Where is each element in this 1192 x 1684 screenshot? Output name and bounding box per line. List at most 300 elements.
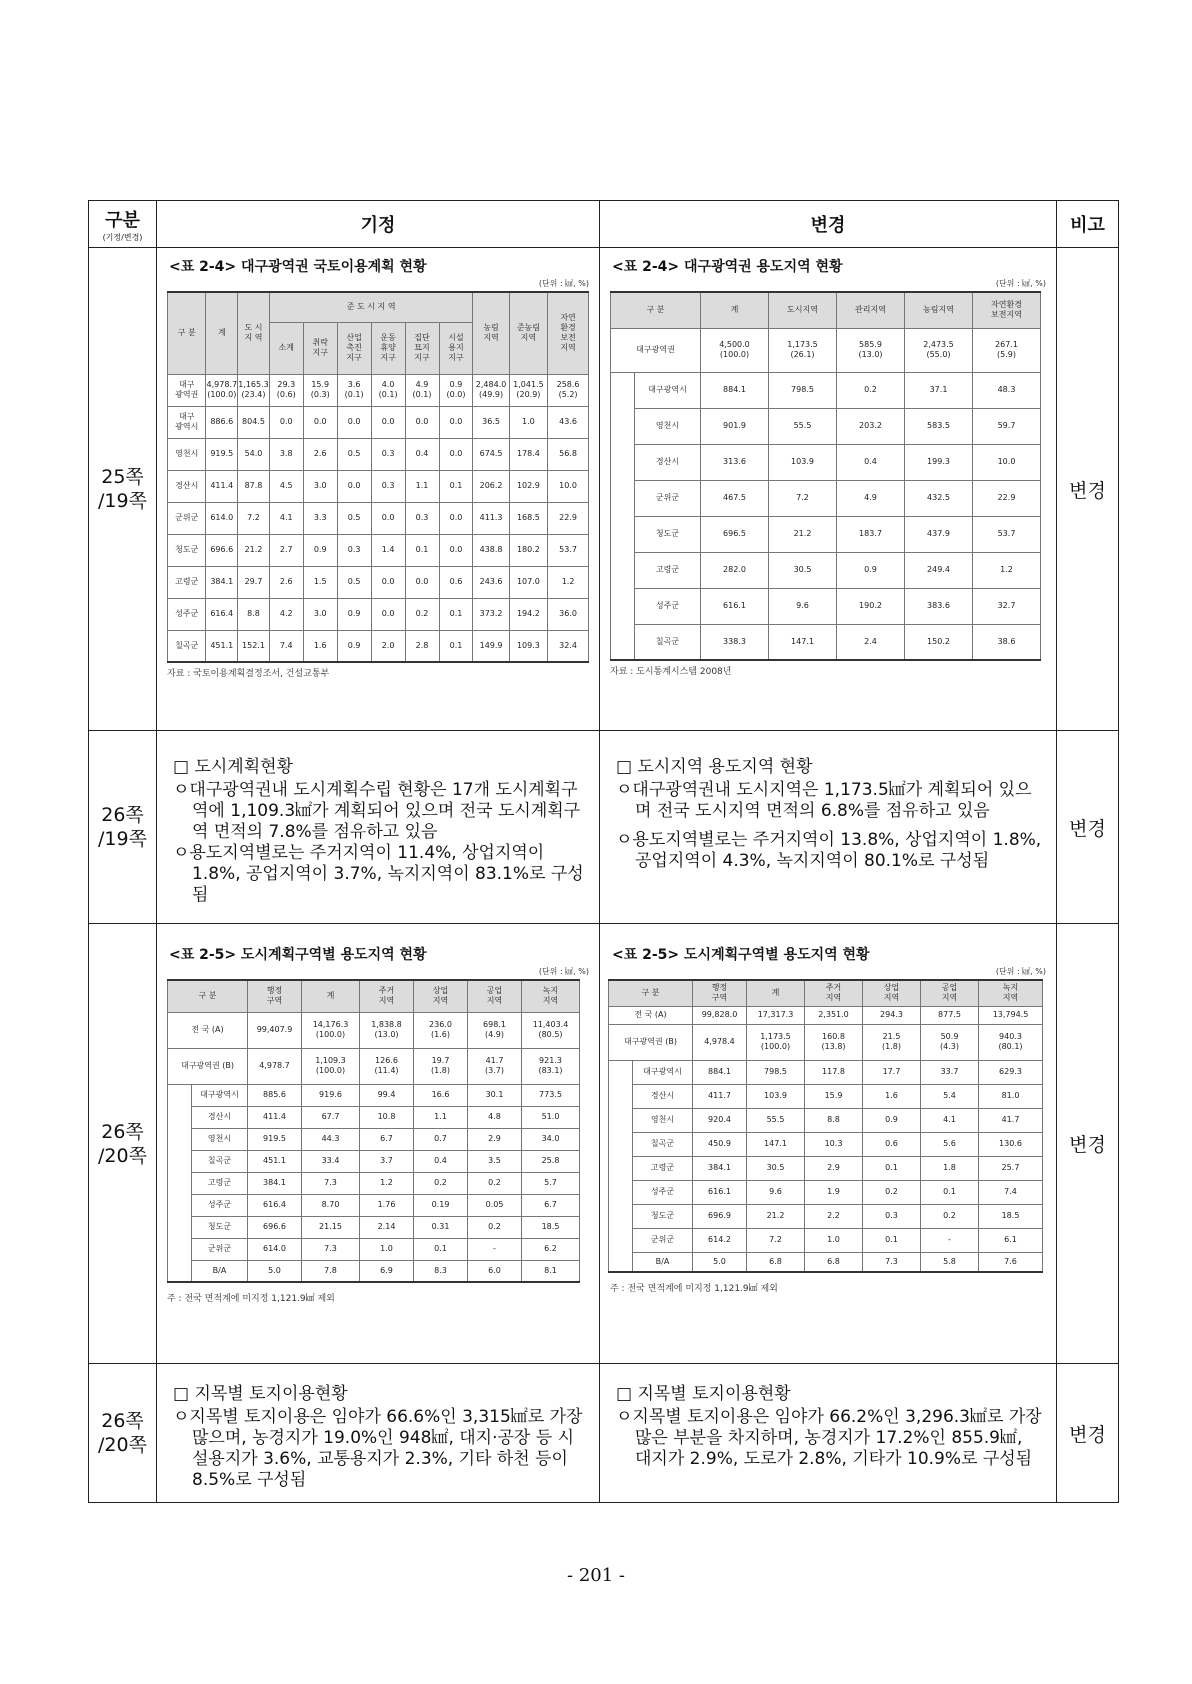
cell: 1.8: [921, 1156, 979, 1180]
cell: 2,473.5 (55.0): [905, 328, 973, 372]
cell: 249.4: [905, 552, 973, 588]
cell: 7.2: [238, 502, 270, 534]
cell: 1.76: [360, 1194, 414, 1216]
cell: 940.3 (80.1): [979, 1024, 1043, 1060]
row-1-page-a: 25쪽: [101, 466, 144, 488]
header-row: [89, 201, 1119, 248]
cell: 1.6: [303, 630, 337, 662]
table-row: [611, 480, 1041, 516]
cell: 2,351.0: [805, 1006, 863, 1024]
cell: 0.3: [863, 1204, 921, 1228]
cell: 15.9 (0.3): [303, 374, 337, 406]
row-4-page-a: 26쪽: [101, 1410, 144, 1432]
table-row: [168, 1048, 580, 1084]
cell: 0.0: [405, 406, 439, 438]
cell: 4.9 (0.1): [405, 374, 439, 406]
table-row: [168, 1084, 580, 1106]
indent-cell: [168, 1238, 192, 1260]
row-4-new: [600, 1364, 1057, 1503]
cell: 4.5: [269, 470, 303, 502]
cell: 2.9: [805, 1156, 863, 1180]
table-unit: (단위 : ㎢, %): [538, 279, 589, 288]
cell: 6.0: [468, 1260, 522, 1282]
indent-cell: [611, 552, 635, 588]
table-row: [168, 1012, 580, 1048]
row-label: 고령군: [635, 552, 701, 588]
cell: 1.6: [863, 1084, 921, 1108]
table-row: [168, 1238, 580, 1260]
cell: 5.4: [921, 1084, 979, 1108]
th-gubun: 구 분: [168, 292, 206, 374]
th-sub: 소계: [269, 322, 303, 374]
cell: 1.5: [303, 566, 337, 598]
row-label: 전 국 (A): [168, 1012, 248, 1048]
cell: 294.3: [863, 1006, 921, 1024]
cell: 102.9: [509, 470, 547, 502]
cell: 54.0: [238, 438, 270, 470]
row-1: [89, 248, 1119, 731]
row-2-remark: 변경: [1057, 731, 1119, 924]
cell: 147.1: [769, 624, 837, 660]
cell: 1,173.5 (26.1): [769, 328, 837, 372]
cell: 50.9 (4.3): [921, 1024, 979, 1060]
cell: 1.4: [371, 534, 405, 566]
cell: 29.7: [238, 566, 270, 598]
table-row: [168, 534, 589, 566]
cell: 384.1: [248, 1172, 302, 1194]
cell: 160.8 (13.8): [805, 1024, 863, 1060]
cell: 383.6: [905, 588, 973, 624]
cell: 1.1: [405, 470, 439, 502]
cell: 10.0: [548, 470, 589, 502]
table-unit: (단위 : ㎢, %): [538, 967, 589, 976]
cell: 2.6: [269, 566, 303, 598]
table-row: [168, 1128, 580, 1150]
cell: 0.2: [405, 598, 439, 630]
row-label: 고령군: [192, 1172, 248, 1194]
row-label: 칠곡군: [635, 624, 701, 660]
th-urban: 도시지역: [769, 292, 837, 328]
th-total: 계: [747, 980, 805, 1006]
section-heading: □ 지목별 토지이용현황: [173, 1384, 348, 1404]
cell: 0.6: [439, 566, 473, 598]
bullet-text: ㅇ대구광역권내 도시계획수립 현황은 17개 도시계획구역에 1,109.3㎢가 계획되어 있으며 전국 도시계획구역 면적의 7.8%를 점유하고 있음: [173, 780, 581, 842]
cell: 99.4: [360, 1084, 414, 1106]
indent-cell: [609, 1132, 633, 1156]
cell: 4.2: [269, 598, 303, 630]
table-row: [611, 408, 1041, 444]
cell: 0.0: [303, 406, 337, 438]
table-row: [609, 1060, 1043, 1084]
indent-cell: [611, 444, 635, 480]
cell: 583.5: [905, 408, 973, 444]
cell: 884.1: [693, 1060, 747, 1084]
cell: 55.5: [769, 408, 837, 444]
cell: 0.0: [439, 534, 473, 566]
cell: 0.0: [371, 502, 405, 534]
cell: 29.3 (0.6): [269, 374, 303, 406]
cell: 0.4: [405, 438, 439, 470]
cell: 0.9: [837, 552, 905, 588]
cell: 56.8: [548, 438, 589, 470]
cell: 9.6: [747, 1180, 805, 1204]
th-gubun: 구 분: [611, 292, 701, 328]
table-row: [168, 1106, 580, 1128]
cell: 22.9: [548, 502, 589, 534]
table-source: 자료 : 국토이용계획결정조서, 건설교통부: [167, 669, 330, 679]
cell: 8.3: [414, 1260, 468, 1282]
cell: 614.0: [206, 502, 238, 534]
th-semi-farm: 준농림 지역: [509, 292, 547, 374]
cell: 0.0: [439, 406, 473, 438]
cell: 451.1: [206, 630, 238, 662]
cell: 67.7: [302, 1106, 360, 1128]
section-heading: □ 지목별 토지이용현황: [616, 1384, 791, 1404]
cell: 10.3: [805, 1132, 863, 1156]
cell: 18.5: [522, 1216, 580, 1238]
indent-cell: [611, 588, 635, 624]
row-2: [89, 731, 1119, 924]
cell: 616.4: [248, 1194, 302, 1216]
cell: 21.15: [302, 1216, 360, 1238]
cell: 0.3: [371, 438, 405, 470]
cell: 2.9: [468, 1128, 522, 1150]
cell: 0.2: [468, 1172, 522, 1194]
th-res: 주거 지역: [805, 980, 863, 1006]
table-row: [168, 502, 589, 534]
cell: 0.1: [439, 630, 473, 662]
cell: 411.4: [248, 1106, 302, 1128]
cell: 149.9: [473, 630, 509, 662]
cell: 0.9: [337, 630, 371, 662]
cell: 117.8: [805, 1060, 863, 1084]
cell: 411.7: [693, 1084, 747, 1108]
cell: 21.2: [769, 516, 837, 552]
cell: 4.0 (0.1): [371, 374, 405, 406]
cell: 34.0: [522, 1128, 580, 1150]
cell: 147.1: [747, 1132, 805, 1156]
cell: 919.5: [248, 1128, 302, 1150]
th-nature: 자연 환경 보전 지역: [548, 292, 589, 374]
cell: 0.5: [337, 566, 371, 598]
cell: 33.4: [302, 1150, 360, 1172]
cell: 99,828.0: [693, 1006, 747, 1024]
zone-by-city-table: [167, 979, 580, 1283]
cell: 7.4: [979, 1180, 1043, 1204]
row-4: [89, 1364, 1119, 1503]
bullet-text: ㅇ지목별 토지이용은 임야가 66.6%인 3,315㎢로 가장 많으며, 농경지가 19.0%인 948㎢, 대지·공장 등 시설용지가 3.6%, 교통용지가 2.3%, 기타 하천 등이 8.5%로 구성됨: [173, 1407, 583, 1490]
cell: 25.7: [979, 1156, 1043, 1180]
cell: 313.6: [701, 444, 769, 480]
bullet-text: ㅇ대구광역권내 도시지역은 1,173.5㎢가 계획되어 있으며 전국 도시지역 면적의 6.8%를 점유하고 있음: [616, 780, 1032, 821]
cell: 10.0: [973, 444, 1041, 480]
th-semi-urban: 준 도 시 지 역: [269, 292, 473, 322]
indent-cell: [611, 516, 635, 552]
row-2-page-a: 26쪽: [101, 804, 144, 826]
cell: 19.7 (1.8): [414, 1048, 468, 1084]
cell: 384.1: [206, 566, 238, 598]
th-gubun: 구 분: [168, 980, 248, 1012]
indent-cell: [609, 1108, 633, 1132]
table-caption: <표 2-4> 대구광역권 용도지역 현황: [612, 259, 843, 275]
cell: 450.9: [693, 1132, 747, 1156]
cell: 0.2: [468, 1216, 522, 1238]
indent-cell: [611, 408, 635, 444]
row-label: 전 국 (A): [609, 1006, 693, 1024]
indent-cell: [168, 1216, 192, 1238]
cell: 10.8: [360, 1106, 414, 1128]
table-row: [168, 598, 589, 630]
cell: 5.0: [248, 1260, 302, 1282]
th-farm: 농림 지역: [473, 292, 509, 374]
cell: 696.9: [693, 1204, 747, 1228]
cell: 5.6: [921, 1132, 979, 1156]
indent-cell: [609, 1180, 633, 1204]
cell: 0.2: [414, 1172, 468, 1194]
cell: 384.1: [693, 1156, 747, 1180]
section-heading: □ 도시계획현황: [173, 757, 293, 777]
table-source: 주 : 전국 면적계에 미지정 1,121.9㎢ 제외: [167, 1294, 335, 1304]
row-label: 군위군: [633, 1228, 693, 1252]
th-admin: 행정 구역: [693, 980, 747, 1006]
cell: 0.2: [837, 372, 905, 408]
row-3-old: [157, 924, 600, 1364]
cell: 629.3: [979, 1060, 1043, 1084]
cell: 1.0: [805, 1228, 863, 1252]
cell: 4,978.4: [693, 1024, 747, 1060]
cell: 3.5: [468, 1150, 522, 1172]
cell: 1.0: [509, 406, 547, 438]
table-row: [168, 630, 589, 662]
cell: 53.7: [548, 534, 589, 566]
cell: 0.7: [414, 1128, 468, 1150]
th-sub: 집단 묘지 지구: [405, 322, 439, 374]
table-row: [609, 1006, 1043, 1024]
cell: 190.2: [837, 588, 905, 624]
cell: 32.7: [973, 588, 1041, 624]
cell: 696.6: [206, 534, 238, 566]
cell: 3.0: [303, 598, 337, 630]
th-green: 녹지 지역: [522, 980, 580, 1012]
header-old: 기정: [157, 201, 600, 248]
cell: 4,978.7 (100.0): [206, 374, 238, 406]
cell: 282.0: [701, 552, 769, 588]
table-row: [611, 372, 1041, 408]
cell: 236.0 (1.6): [414, 1012, 468, 1048]
table-source: 주 : 전국 면적계에 미지정 1,121.9㎢ 제외: [610, 1284, 778, 1294]
row-label: 군위군: [635, 480, 701, 516]
cell: 7.6: [979, 1252, 1043, 1272]
cell: 194.2: [509, 598, 547, 630]
row-label: 영천시: [633, 1108, 693, 1132]
cell: 7.2: [747, 1228, 805, 1252]
indent-cell: [168, 1172, 192, 1194]
row-1-page: [89, 248, 157, 731]
cell: 7.2: [769, 480, 837, 516]
cell: 21.2: [238, 534, 270, 566]
th-ind: 공업 지역: [921, 980, 979, 1006]
row-2-new: [600, 731, 1057, 924]
cell: 1,838.8 (13.0): [360, 1012, 414, 1048]
th-sub: 산업 촉진 지구: [337, 322, 371, 374]
row-label: 대구 광역권: [168, 374, 206, 406]
row-label: 성주군: [168, 598, 206, 630]
cell: 1,165.3 (23.4): [238, 374, 270, 406]
cell: 0.1: [405, 534, 439, 566]
cell: 0.0: [371, 406, 405, 438]
cell: 6.8: [805, 1252, 863, 1272]
header-remark: 비고: [1057, 201, 1119, 248]
table-row: [609, 1024, 1043, 1060]
indent-cell: [168, 1084, 192, 1106]
cell: 616.4: [206, 598, 238, 630]
row-label: 성주군: [635, 588, 701, 624]
cell: 18.5: [979, 1204, 1043, 1228]
cell: 4.1: [921, 1108, 979, 1132]
cell: 696.5: [701, 516, 769, 552]
table-row: [611, 552, 1041, 588]
cell: 2.7: [269, 534, 303, 566]
cell: 0.9: [337, 598, 371, 630]
table-row: [168, 1172, 580, 1194]
row-label: 군위군: [192, 1238, 248, 1260]
th-urban: 도 시 지 역: [238, 292, 270, 374]
table-row: [168, 374, 589, 406]
cell: 168.5: [509, 502, 547, 534]
row-label: 성주군: [192, 1194, 248, 1216]
cell: 17,317.3: [747, 1006, 805, 1024]
cell: 3.0: [303, 470, 337, 502]
bullet-text: ㅇ용도지역별로는 주거지역이 13.8%, 상업지역이 1.8%, 공업지역이 4.3%, 녹지지역이 80.1%로 구성됨: [616, 830, 1042, 871]
cell: 11,403.4 (80.5): [522, 1012, 580, 1048]
cell: 14,176.3 (100.0): [302, 1012, 360, 1048]
cell: 109.3: [509, 630, 547, 662]
indent-cell: [611, 372, 635, 408]
cell: 48.3: [973, 372, 1041, 408]
cell: 411.4: [206, 470, 238, 502]
table-row-total: [611, 328, 1041, 372]
cell: 467.5: [701, 480, 769, 516]
th-green: 녹지 지역: [979, 980, 1043, 1006]
zone-by-city-table: [608, 979, 1043, 1273]
cell: 0.31: [414, 1216, 468, 1238]
cell: 6.7: [522, 1194, 580, 1216]
cell: 432.5: [905, 480, 973, 516]
row-3-page: [89, 924, 157, 1364]
cell: 2.4: [837, 624, 905, 660]
cell: 103.9: [769, 444, 837, 480]
header-new: 변경: [600, 201, 1057, 248]
cell: 30.1: [468, 1084, 522, 1106]
cell: 804.5: [238, 406, 270, 438]
cell: 7.4: [269, 630, 303, 662]
cell: 614.2: [693, 1228, 747, 1252]
cell: -: [468, 1238, 522, 1260]
cell: 2.14: [360, 1216, 414, 1238]
indent-cell: [168, 1150, 192, 1172]
row-3-new: [600, 924, 1057, 1364]
cell: 대구광역권: [611, 328, 701, 372]
cell: 243.6: [473, 566, 509, 598]
cell: 4,978.7: [248, 1048, 302, 1084]
cell: 2.2: [805, 1204, 863, 1228]
th-nature: 자연환경 보전지역: [973, 292, 1041, 328]
header-gubun: [89, 201, 157, 248]
table-row: [168, 438, 589, 470]
row-label: 대구광역권 (B): [168, 1048, 248, 1084]
cell: 6.8: [747, 1252, 805, 1272]
cell: 886.6: [206, 406, 238, 438]
row-3: [89, 924, 1119, 1364]
cell: 338.3: [701, 624, 769, 660]
row-1-old: [157, 248, 600, 731]
row-label: 대구광역시: [633, 1060, 693, 1084]
row-label: 영천시: [168, 438, 206, 470]
table-row: [168, 1150, 580, 1172]
cell: 8.8: [238, 598, 270, 630]
table-caption: <표 2-5> 도시계획구역별 용도지역 현황: [169, 947, 427, 963]
cell: 5.0: [693, 1252, 747, 1272]
cell: 22.9: [973, 480, 1041, 516]
cell: 2.0: [371, 630, 405, 662]
table-unit: (단위 : ㎢, %): [995, 279, 1046, 288]
cell: 6.2: [522, 1238, 580, 1260]
cell: 411.3: [473, 502, 509, 534]
cell: 0.1: [414, 1238, 468, 1260]
th-sub: 운동 휴양 지구: [371, 322, 405, 374]
cell: 0.9 (0.0): [439, 374, 473, 406]
cell: 0.0: [439, 502, 473, 534]
cell: 0.0: [371, 598, 405, 630]
cell: 1,041.5 (20.9): [509, 374, 547, 406]
cell: 901.9: [701, 408, 769, 444]
cell: 199.3: [905, 444, 973, 480]
row-label: 칠곡군: [633, 1132, 693, 1156]
row-label: 성주군: [633, 1180, 693, 1204]
indent-cell: [609, 1060, 633, 1084]
row-label: 칠곡군: [192, 1150, 248, 1172]
bullet-text: ㅇ지목별 토지이용은 임야가 66.2%인 3,296.3㎢로 가장 많은 부분을 차지하며, 농경지가 17.2%인 855.9㎢, 대지가 2.9%, 도로가 2.8%, 기타가 10.9%로 구성됨: [616, 1407, 1042, 1469]
cell: 0.0: [337, 470, 371, 502]
table-row: [609, 1156, 1043, 1180]
cell: 21.5 (1.8): [863, 1024, 921, 1060]
cell: 0.2: [863, 1180, 921, 1204]
cell: 107.0: [509, 566, 547, 598]
cell: 0.4: [837, 444, 905, 480]
cell: 0.1: [439, 470, 473, 502]
cell: 0.19: [414, 1194, 468, 1216]
cell: 6.9: [360, 1260, 414, 1282]
th-res: 주거 지역: [360, 980, 414, 1012]
row-2-old: [157, 731, 600, 924]
header-gubun-sub: (기정/변경): [102, 232, 143, 242]
cell: 884.1: [701, 372, 769, 408]
row-label: 대구광역시: [635, 372, 701, 408]
land-plan-table: [167, 291, 589, 663]
table-row: [609, 1204, 1043, 1228]
cell: 36.5: [473, 406, 509, 438]
cell: 126.6 (11.4): [360, 1048, 414, 1084]
cell: 5.7: [522, 1172, 580, 1194]
cell: 1.1: [414, 1106, 468, 1128]
table-row: [609, 1228, 1043, 1252]
row-label: 경산시: [635, 444, 701, 480]
row-2-page: [89, 731, 157, 924]
cell: 203.2: [837, 408, 905, 444]
row-4-old: [157, 1364, 600, 1503]
row-3-remark: 변경: [1057, 924, 1119, 1364]
cell: 0.05: [468, 1194, 522, 1216]
